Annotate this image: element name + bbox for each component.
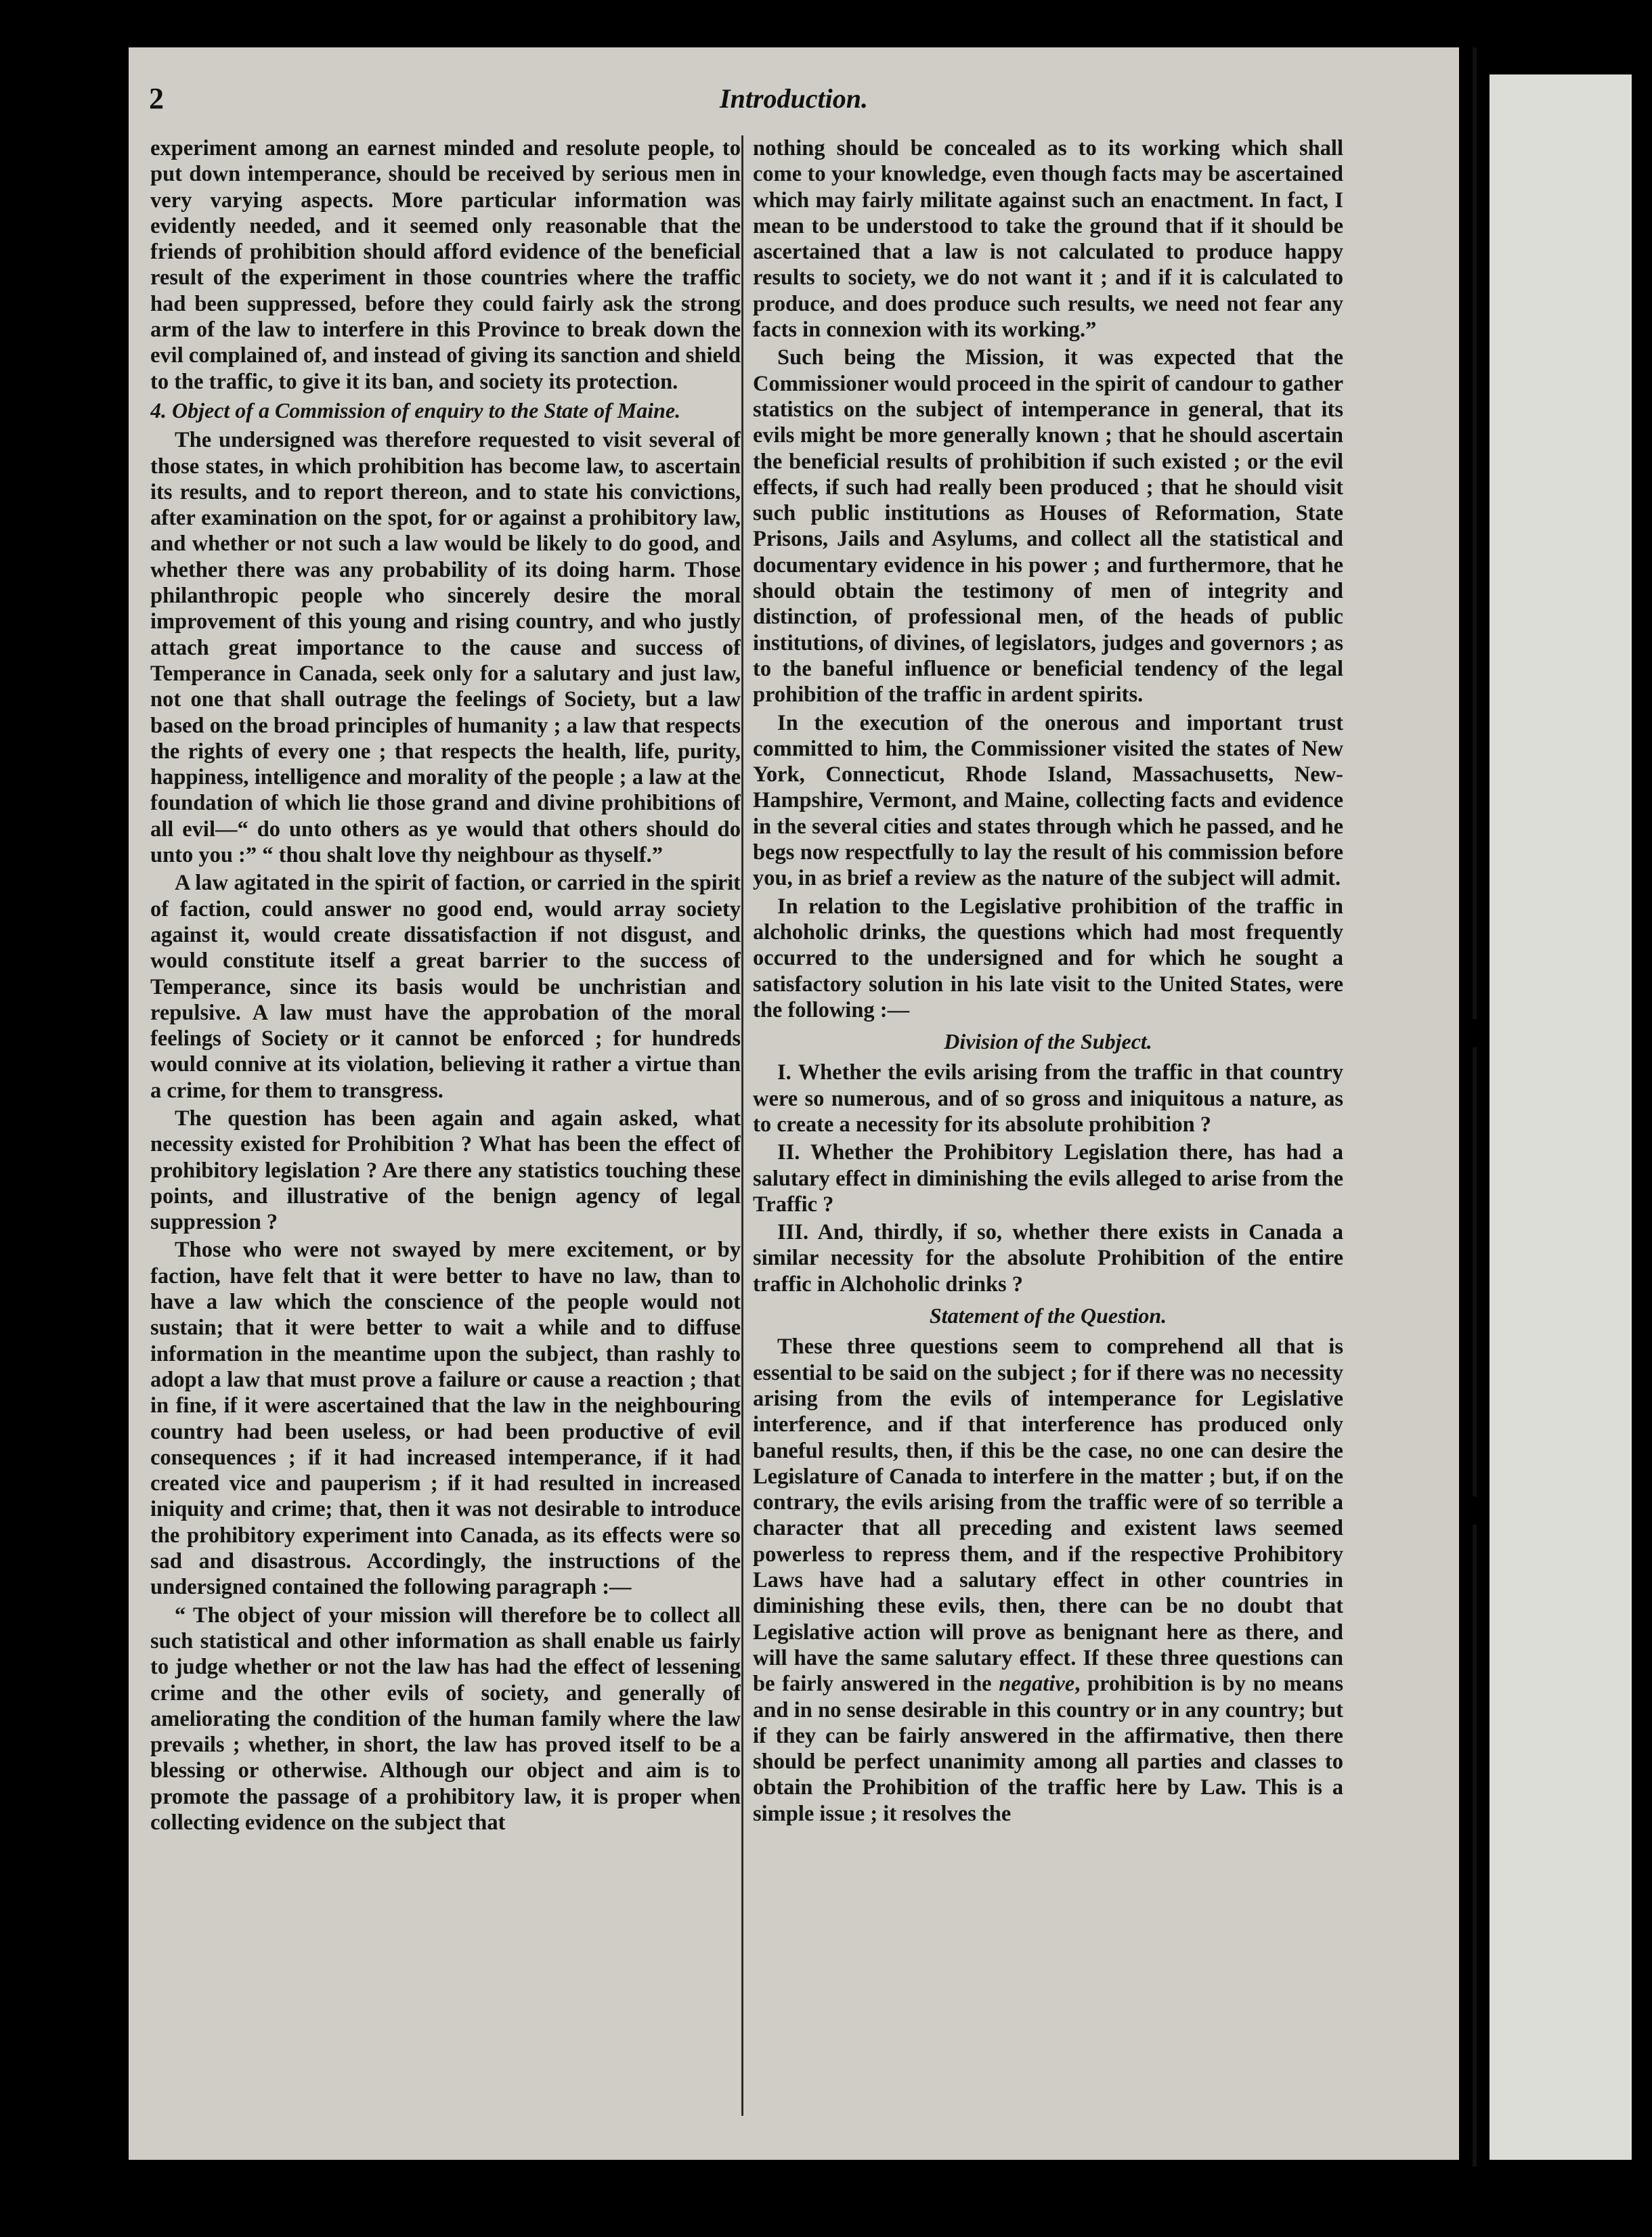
paragraph: Such being the Mission, it was expected that the Commissioner would proceed in the spirit of candour to gather statistics on the subject of intemperance in general, that its evils might be more generally known ; that he should ascertain the beneficial results of prohibition if such existed ; or the evil effects, if such had really been produced ; that he should visit such public institutions as Houses of Reformation, State Prisons, Jails and Asylums, and collect all the statistical and documentary evidence in his power ; and furthermore, that he should obtain the testimony of men of integrity and distinction, of professional men, of the heads of public institutions, of divines, of legislators, judges and governors ; as to the baneful influence or beneficial tendency of the legal prohibition of the traffic in ardent spirits. <box>753 345 1343 708</box>
running-title: Introduction. <box>720 83 868 114</box>
paragraph-text: These three questions seem to comprehend all that is essential to be said on the subject ; for if there was no necessity arising from the evils of intemperance for Legislative interference, and if that interference has produced only baneful results, then, if this be the case, no one can desire the Legislature of Canada to interfere in the matter ; but, if on the contrary, the evils arising from the traffic were of so terrible a character that all preceding and existent laws seemed powerless to repress them, and if the respective Prohibitory Laws have had a salutary effect in other countries in diminishing these evils, then, there can be no doubt that Legislative action will prove as benignant here as there, and will have the same salutary effect. If these three questions can be fairly answered in the <box>753 1334 1343 1697</box>
paragraph <box>753 1334 1343 1827</box>
column-rule <box>741 135 743 2116</box>
scanned-page <box>129 47 1459 2160</box>
section-heading: 4. Object of a Commission of enquiry to the State of Maine. <box>150 397 681 422</box>
paragraph-text: , prohibition is by no means and in no sense desirable in this country or in any country; but if they can be fairly answered in the affirmative, then there should be perfect unanimity among all parties and classes to obtain the Prohibition of the traffic here by Law. This is a simple issue ; it resolves the <box>753 1672 1343 1826</box>
binding-mark <box>1469 1496 1478 1525</box>
paragraph: In the execution of the onerous and important trust committed to him, the Commissioner visited the states of New York, Connecticut, Rhode Island, Massachusetts, New-Hampshire, Vermont, and Maine, collecting facts and evidence in the several cities and states through which he passed, and he begs now respectfully to lay the result of his commission before you, in as brief a review as the nature of the subject will admit. <box>753 710 1343 891</box>
paragraph: nothing should be concealed as to its working which shall come to your knowledge, even though facts may be ascertained which may fairly militate against such an enactment. In fact, I mean to be understood to take the ground that if it should be ascertained that a law is not calculated to produce happy results to society, we do not want it ; and if it is calculated to produce, and does produce such results, we need not fear any facts in connexion with its working.” <box>753 136 1343 343</box>
left-column <box>150 135 741 2116</box>
paragraph: Those who were not swayed by mere excitement, or by faction, have felt that it were better to have no law, than to have a law which the conscience of the people would not sustain; that it were better to wait a while and to diffuse information in the meantime upon the subject, than rashly to adopt a law that must prove a failure or cause a reaction ; that in fine, if it were ascertained that the law in the neighbouring country had been useless, or had been productive of evil consequences ; if it had increased intemperance, if it had created vice and pauperism ; if it had resulted in increased iniquity and crime; that, then it was not desirable to introduce the prohibitory experiment into Canada, as its effects were so sad and disastrous. Accordingly, the instructions of the undersigned contained the following paragraph :— <box>150 1238 741 1600</box>
italic-word: negative <box>999 1672 1075 1697</box>
page-gutter <box>1473 47 1477 2167</box>
binding-mark <box>1469 1019 1478 1047</box>
quoted-instructions: “ The object of your mission will therefore be to collect all such statistical and other information as shall enable us fairly to judge whether or not the law has had the effect of lessening crime and the other evils of society, and generally of ameliorating the condition of the human family where the law prevails ; whether, in short, the law has proved itself to be a blessing or otherwise. Although our object and aim is to promote the passage of a prohibitory law, it is proper when collecting evidence on the subject that <box>150 1603 741 1835</box>
question-2: II. Whether the Prohibitory Legislation there, has had a salutary effect in diminishing the evils alleged to arise from the Traffic ? <box>753 1140 1343 1217</box>
page-number: 2 <box>149 82 164 115</box>
statement-heading: Statement of the Question. <box>929 1303 1167 1328</box>
question-1: I. Whether the evils arising from the traffic in that country were so numerous, and of so gross and iniquitous a nature, as to create a necessity for its absolute prohibition ? <box>753 1060 1343 1137</box>
paragraph: A law agitated in the spirit of faction, or carried in the spirit of faction, could answer no good end, would array society against it, would create dissatisfaction if not disgust, and would constitute itself a great barrier to the success of Temperance, since its basis would be unchristian and repulsive. A law must have the approbation of the moral feelings of Society or it cannot be enforced ; for hundreds would connive at its violation, believing it rather a virtue than a crime, for them to transgress. <box>150 871 741 1103</box>
paragraph: The question has been again and again asked, what necessity existed for Prohibition ? What has been the effect of prohibitory legislation ? Are there any statistics touching these points, and illustrative of the benign agency of legal suppression ? <box>150 1106 741 1235</box>
question-3: III. And, thirdly, if so, whether there exists in Canada a similar necessity for the absolute Prohibition of the entire traffic in Alchoholic drinks ? <box>753 1220 1343 1297</box>
right-column <box>753 135 1343 2116</box>
division-heading: Division of the Subject. <box>944 1029 1152 1054</box>
paragraph: In relation to the Legislative prohibition of the traffic in alchoholic drinks, the questions which had most frequently occurred to the undersigned and for which he sought a satisfactory solution in his late visit to the United States, were the following :— <box>753 894 1343 1022</box>
paragraph: The undersigned was therefore requested to visit several of those states, in which prohibition has become law, to ascertain its results, and to report thereon, and to state his convictions, after examination on the spot, for or against a prohibitory law, and whether or not such a law would be likely to do good, and whether there was any probability of its doing harm. Those philanthropic people who sincerely desire the moral improvement of this young and rising country, and who justly attach great importance to the cause and success of Temperance in Canada, seek only for a salutary and just law, not one that shall outrage the feelings of Society, but a law based on the broad principles of humanity ; a law that respects the rights of every one ; that respects the health, life, purity, happiness, intelligence and morality of the people ; a law at the foundation of which lie those grand and divine prohibitions of all evil—“ do unto others as ye would that others should do unto you :” “ thou shalt love thy neighbour as thyself.” <box>150 428 741 868</box>
facing-page-edge <box>1490 74 1632 2160</box>
paragraph: experiment among an earnest minded and resolute people, to put down intemperance, should be received by serious men in very varying aspects. More particular information was evidently needed, and it seemed only reasonable that the friends of prohibition should afford evidence of the beneficial result of the experiment in those countries where the traffic had been suppressed, before they could fairly ask the strong arm of the law to interfere in this Province to break down the evil complained of, and instead of giving its sanction and shield to the traffic, to give it its ban, and society its protection. <box>150 136 741 394</box>
